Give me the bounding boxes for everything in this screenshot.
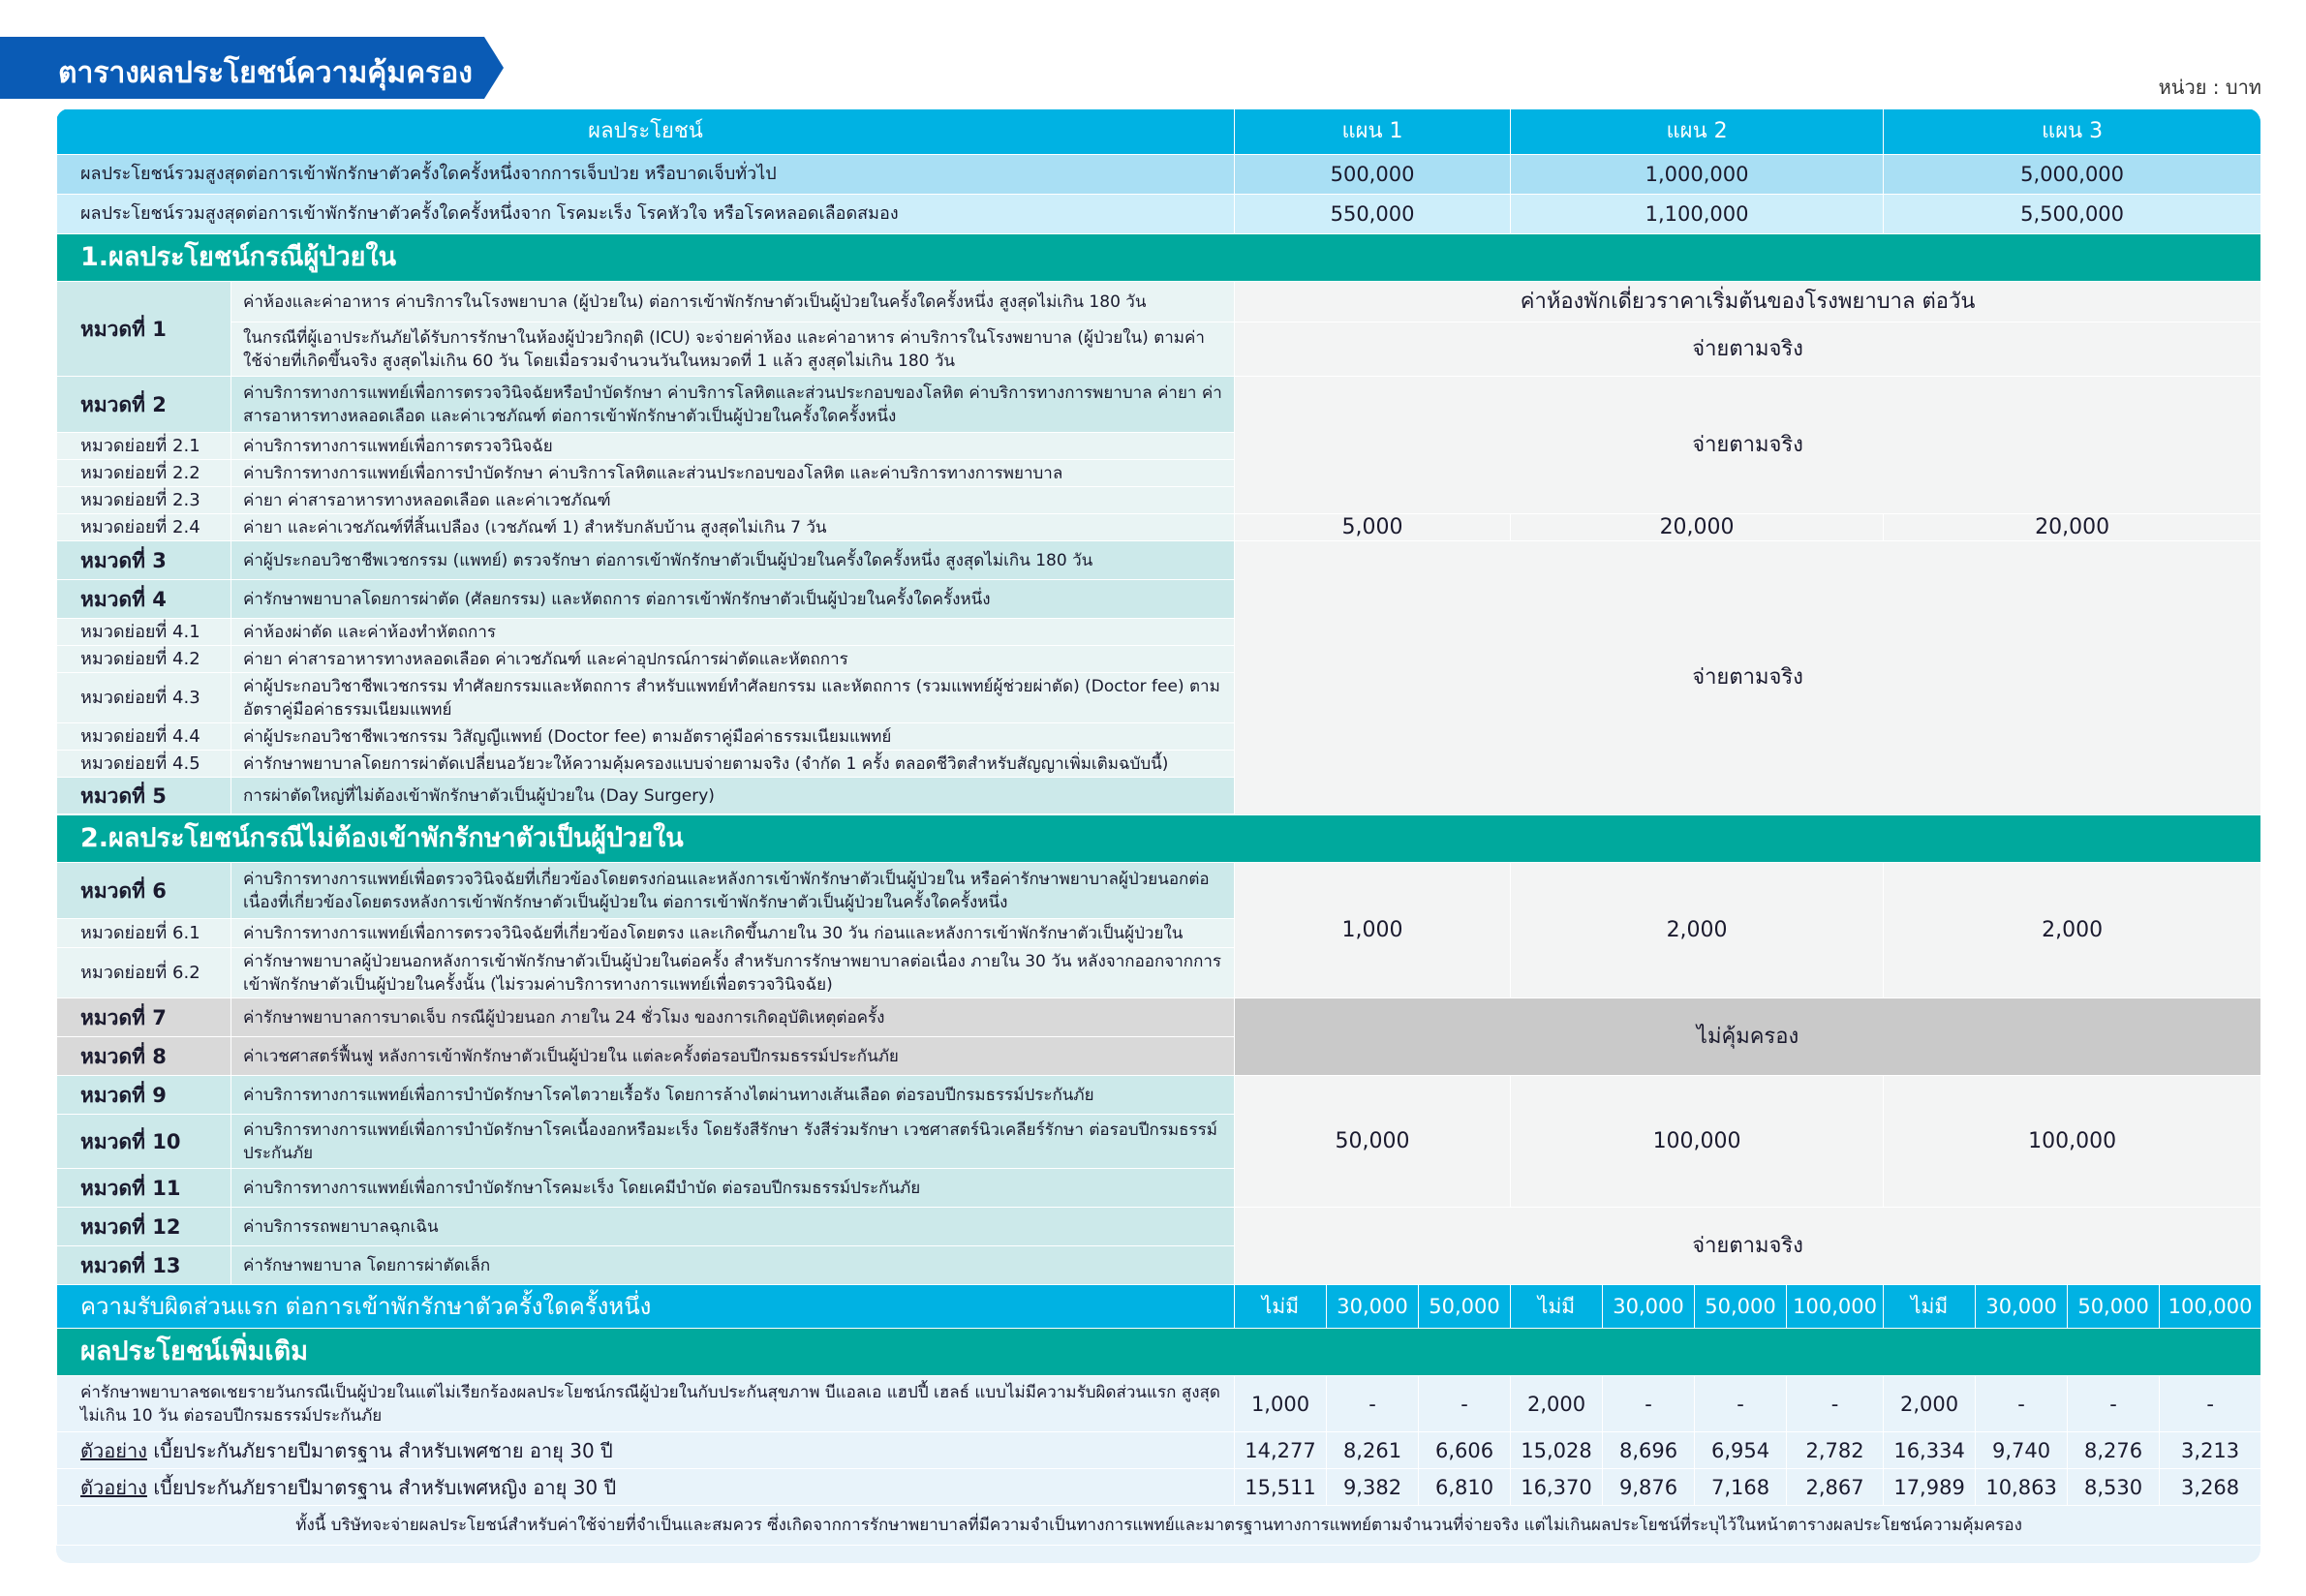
category-9-11-plan2: 100,000	[1511, 1076, 1884, 1208]
female-premium-value: 17,989	[1884, 1469, 1976, 1506]
table-row	[57, 541, 2261, 580]
deductible-value: 30,000	[1976, 1285, 2068, 1329]
header-plan-2: แผน 2	[1511, 109, 1884, 155]
category-2-desc: ค่าบริการทางการแพทย์เพื่อการตรวจวินิจฉัยหรือบำบัดรักษา ค่าบริการโลหิตและส่วนประกอบของโลหิต ค่าบริการทางการพยาบาล ค่ายา ค่าสารอาหารทางหลอดเลือด และค่าเวชภัณฑ์ ต่อการเข้าพักรักษาตัวเป็นผู้ป่วยในครั้งใดครั้งหนึ่ง	[231, 377, 1235, 433]
category-13-label: หมวดที่ 13	[57, 1246, 231, 1285]
female-premium-text: เบี้ยประกันภัยรายปีมาตรฐาน สำหรับเพศหญิง อายุ 30 ปี	[153, 1475, 617, 1499]
subcategory-2-4-label: หมวดย่อยที่ 2.4	[57, 514, 231, 541]
section-header-row	[57, 234, 2261, 282]
subcategory-2-4-plan3: 20,000	[1884, 514, 2260, 541]
male-premium-value: 14,277	[1235, 1432, 1327, 1469]
subcategory-4-2-label: หมวดย่อยที่ 4.2	[57, 646, 231, 673]
category-6-label: หมวดที่ 6	[57, 863, 231, 919]
header-plan-3: แผน 3	[1884, 109, 2260, 155]
example-prefix: ตัวอย่าง	[80, 1438, 147, 1462]
subcategory-2-4-plan2: 20,000	[1511, 514, 1884, 541]
category-4-desc: ค่ารักษาพยาบาลโดยการผ่าตัด (ศัลยกรรม) และหัตถการ ต่อการเข้าพักรักษาตัวเป็นผู้ป่วยในครั้งใดครั้งหนึ่ง	[231, 580, 1235, 619]
female-premium-value: 6,810	[1419, 1469, 1511, 1506]
subcategory-4-3-desc: ค่าผู้ประกอบวิชาชีพเวชกรรม ทำศัลยกรรมและหัตถการ สำหรับแพทย์ทำศัลยกรรม และหัตถการ (รวมแพทย์ผู้ช่วยผ่าตัด) (Doctor fee) ตามอัตราคู่มือค่าธรรมเนียมแพทย์	[231, 673, 1235, 723]
table-row	[57, 322, 2261, 377]
category-7-desc: ค่ารักษาพยาบาลการบาดเจ็บ กรณีผู้ป่วยนอก ภายใน 24 ชั่วโมง ของการเกิดอุบัติเหตุต่อครั้ง	[231, 998, 1235, 1037]
deductible-label: ความรับผิดส่วนแรก ต่อการเข้าพักรักษาตัวครั้งใดครั้งหนึ่ง	[57, 1285, 1235, 1329]
category-11-desc: ค่าบริการทางการแพทย์เพื่อการบำบัดรักษาโรคมะเร็ง โดยเคมีบำบัด ต่อรอบปีกรมธรรม์ประกันภัย	[231, 1169, 1235, 1208]
deductible-value: ไม่มี	[1884, 1285, 1976, 1329]
category-5-label: หมวดที่ 5	[57, 778, 231, 814]
max-benefit-general-label: ผลประโยชน์รวมสูงสุดต่อการเข้าพักรักษาตัวครั้งใดครั้งหนึ่งจากการเจ็บป่วย หรือบาดเจ็บทั่วไป	[57, 155, 1235, 195]
female-premium-value: 9,382	[1327, 1469, 1419, 1506]
subcategory-6-2-desc: ค่ารักษาพยาบาลผู้ป่วยนอกหลังการเข้าพักรักษาตัวเป็นผู้ป่วยในต่อครั้ง สำหรับการรักษาพยาบาลต่อเนื่อง ภายใน 30 วัน หลังจากออกจากการเข้าพักรักษาตัวเป็นผู้ป่วยในครั้งนั้น (ไม่รวมค่าบริการทางการแพทย์เพื่อตรวจวินิจฉัย)	[231, 948, 1235, 998]
subcategory-2-4-plan1: 5,000	[1235, 514, 1511, 541]
table-row	[57, 195, 2261, 234]
subcategory-2-4-desc: ค่ายา และค่าเวชภัณฑ์ที่สิ้นเปลือง (เวชภัณฑ์ 1) สำหรับกลับบ้าน สูงสุดไม่เกิน 7 วัน	[231, 514, 1235, 541]
table-row	[57, 863, 2261, 919]
male-premium-value: 8,276	[2068, 1432, 2160, 1469]
category-1-desc-1: ค่าห้องและค่าอาหาร ค่าบริการในโรงพยาบาล (ผู้ป่วยใน) ต่อการเข้าพักรักษาตัวเป็นผู้ป่วยในครั้งใดครั้งหนึ่ง สูงสุดไม่เกิน 180 วัน	[231, 282, 1235, 322]
footnote: ทั้งนี้ บริษัทจะจ่ายผลประโยชน์สำหรับค่าใช้จ่ายที่จำเป็นและสมควร ซึ่งเกิดจากการรักษาพยาบาลที่มีความจำเป็นทางการแพทย์และมาตรฐานทางการแพทย์ตามจำนวนที่จ่ายจริง แต่ไม่เกินผลประโยชน์ที่ระบุไว้ในหน้าตารางผลประโยชน์ความคุ้มครอง	[57, 1506, 2261, 1546]
category-7-label: หมวดที่ 7	[57, 998, 231, 1037]
category-1-label: หมวดที่ 1	[57, 282, 231, 377]
category-10-label: หมวดที่ 10	[57, 1115, 231, 1169]
category-9-11-plan1: 50,000	[1235, 1076, 1511, 1208]
subcategory-4-5-desc: ค่ารักษาพยาบาลโดยการผ่าตัดเปลี่ยนอวัยวะให้ความคุ้มครองแบบจ่ายตามจริง (จำกัด 1 ครั้ง ตลอดชีวิตสำหรับสัญญาเพิ่มเติมฉบับนี้)	[231, 751, 1235, 778]
deductible-value: 30,000	[1327, 1285, 1419, 1329]
daily-compensation-value: -	[1976, 1376, 2068, 1432]
table-row	[57, 514, 2261, 541]
category-12-13-value: จ่ายตามจริง	[1235, 1208, 2261, 1285]
subcategory-2-3-label: หมวดย่อยที่ 2.3	[57, 487, 231, 514]
category-3-label: หมวดที่ 3	[57, 541, 231, 580]
subcategory-2-2-label: หมวดย่อยที่ 2.2	[57, 460, 231, 487]
table-row	[57, 1376, 2261, 1432]
daily-compensation-value: -	[2160, 1376, 2260, 1432]
subcategory-4-4-label: หมวดย่อยที่ 4.4	[57, 723, 231, 751]
male-premium-value: 6,954	[1695, 1432, 1787, 1469]
table-row	[57, 377, 2261, 433]
unit-label: หน่วย : บาท	[2158, 76, 2261, 99]
daily-compensation-value: -	[1419, 1376, 1511, 1432]
category-2-value: จ่ายตามจริง	[1235, 377, 2261, 514]
daily-compensation-value: -	[1787, 1376, 1884, 1432]
section-2-title: 2.ผลประโยชน์กรณีไม่ต้องเข้าพักรักษาตัวเป็นผู้ป่วยใน	[57, 815, 2261, 863]
benefit-table	[56, 108, 2260, 1546]
section-title-tag	[0, 37, 504, 99]
male-premium-value: 8,261	[1327, 1432, 1419, 1469]
female-premium-value: 15,511	[1235, 1469, 1327, 1506]
benefit-table-container	[56, 108, 2260, 1563]
category-9-desc: ค่าบริการทางการแพทย์เพื่อการบำบัดรักษาโรคไตวายเรื้อรัง โดยการล้างไตผ่านทางเส้นเลือด ต่อรอบปีกรมธรรม์ประกันภัย	[231, 1076, 1235, 1115]
table-row	[57, 1076, 2261, 1115]
section-header-row	[57, 1329, 2261, 1376]
daily-compensation-label: ค่ารักษาพยาบาลชดเชยรายวันกรณีเป็นผู้ป่วยในแต่ไม่เรียกร้องผลประโยชน์กรณีผู้ป่วยในกับประกันสุขภาพ บีแอลเอ แฮปปี้ เฮลธ์ แบบไม่มีความรับผิดส่วนแรก สูงสุดไม่เกิน 10 วัน ต่อรอบปีกรมธรรม์ประกันภัย	[57, 1376, 1235, 1432]
deductible-value: 100,000	[2160, 1285, 2260, 1329]
daily-compensation-value: -	[1695, 1376, 1787, 1432]
category-8-label: หมวดที่ 8	[57, 1037, 231, 1076]
male-premium-value: 9,740	[1976, 1432, 2068, 1469]
section-header-row	[57, 815, 2261, 863]
female-premium-value: 8,530	[2068, 1469, 2160, 1506]
subcategory-6-1-label: หมวดย่อยที่ 6.1	[57, 919, 231, 948]
daily-compensation-value: 1,000	[1235, 1376, 1327, 1432]
max-benefit-general-plan3: 5,000,000	[1884, 155, 2260, 195]
table-row	[57, 155, 2261, 195]
table-header-row	[57, 109, 2261, 155]
subcategory-4-3-label: หมวดย่อยที่ 4.3	[57, 673, 231, 723]
female-premium-label	[57, 1469, 1235, 1506]
category-12-desc: ค่าบริการรถพยาบาลฉุกเฉิน	[231, 1208, 1235, 1246]
subcategory-2-1-desc: ค่าบริการทางการแพทย์เพื่อการตรวจวินิจฉัย	[231, 433, 1235, 460]
deductible-value: ไม่มี	[1235, 1285, 1327, 1329]
category-13-desc: ค่ารักษาพยาบาล โดยการผ่าตัดเล็ก	[231, 1246, 1235, 1285]
daily-compensation-value: -	[2068, 1376, 2160, 1432]
example-prefix: ตัวอย่าง	[80, 1475, 147, 1499]
category-7-8-value: ไม่คุ้มครอง	[1235, 998, 2261, 1076]
category-4-label: หมวดที่ 4	[57, 580, 231, 619]
female-premium-value: 16,370	[1511, 1469, 1603, 1506]
subcategory-4-5-label: หมวดย่อยที่ 4.5	[57, 751, 231, 778]
male-premium-value: 15,028	[1511, 1432, 1603, 1469]
max-benefit-general-plan2: 1,000,000	[1511, 155, 1884, 195]
category-6-desc: ค่าบริการทางการแพทย์เพื่อตรวจวินิจฉัยที่เกี่ยวข้องโดยตรงก่อนและหลังการเข้าพักรักษาตัวเป็นผู้ป่วยใน หรือค่ารักษาพยาบาลผู้ป่วยนอกต่อเนื่องที่เกี่ยวข้องโดยตรงหลังการเข้าพักรักษาตัวเป็นผู้ป่วยใน ต่อการเข้าพักรักษาตัวเป็นผู้ป่วยในครั้งใดครั้งหนึ่ง	[231, 863, 1235, 919]
category-3-5-value: จ่ายตามจริง	[1235, 541, 2261, 815]
female-premium-value: 9,876	[1603, 1469, 1695, 1506]
subcategory-2-3-desc: ค่ายา ค่าสารอาหารทางหลอดเลือด และค่าเวชภัณฑ์	[231, 487, 1235, 514]
male-premium-value: 6,606	[1419, 1432, 1511, 1469]
deductible-value: 100,000	[1787, 1285, 1884, 1329]
footnote-row	[57, 1506, 2261, 1546]
female-premium-value: 10,863	[1976, 1469, 2068, 1506]
subcategory-4-1-desc: ค่าห้องผ่าตัด และค่าห้องทำหัตถการ	[231, 619, 1235, 646]
max-benefit-critical-label: ผลประโยชน์รวมสูงสุดต่อการเข้าพักรักษาตัวครั้งใดครั้งหนึ่งจาก โรคมะเร็ง โรคหัวใจ หรือโรคหลอดเลือดสมอง	[57, 195, 1235, 234]
daily-compensation-value: -	[1327, 1376, 1419, 1432]
daily-compensation-value: -	[1603, 1376, 1695, 1432]
max-benefit-general-plan1: 500,000	[1235, 155, 1511, 195]
female-premium-value: 7,168	[1695, 1469, 1787, 1506]
deductible-value: 30,000	[1603, 1285, 1695, 1329]
male-premium-text: เบี้ยประกันภัยรายปีมาตรฐาน สำหรับเพศชาย อายุ 30 ปี	[153, 1438, 613, 1462]
category-6-plan1: 1,000	[1235, 863, 1511, 998]
max-benefit-critical-plan1: 550,000	[1235, 195, 1511, 234]
table-row	[57, 1432, 2261, 1469]
section-1-title: 1.ผลประโยชน์กรณีผู้ป่วยใน	[57, 234, 2261, 282]
female-premium-value: 2,867	[1787, 1469, 1884, 1506]
category-1-desc-2: ในกรณีที่ผู้เอาประกันภัยได้รับการรักษาในห้องผู้ป่วยวิกฤติ (ICU) จะจ่ายค่าห้อง และค่าอาหาร ค่าบริการในโรงพยาบาล (ผู้ป่วยใน) ตามค่าใช้จ่ายที่เกิดขึ้นจริง สูงสุดไม่เกิน 60 วัน โดยเมื่อรวมจำนวนวันในหมวดที่ 1 แล้ว สูงสุดไม่เกิน 180 วัน	[231, 322, 1235, 377]
category-1-value-1: ค่าห้องพักเดี่ยวราคาเริ่มต้นของโรงพยาบาล ต่อวัน	[1235, 282, 2261, 322]
male-premium-value: 2,782	[1787, 1432, 1884, 1469]
male-premium-label	[57, 1432, 1235, 1469]
category-6-plan2: 2,000	[1511, 863, 1884, 998]
max-benefit-critical-plan2: 1,100,000	[1511, 195, 1884, 234]
page-title: ตารางผลประโยชน์ความคุ้มครอง	[58, 56, 473, 90]
deductible-value: 50,000	[2068, 1285, 2160, 1329]
header-benefit: ผลประโยชน์	[57, 109, 1235, 155]
female-premium-value: 3,268	[2160, 1469, 2260, 1506]
male-premium-value: 16,334	[1884, 1432, 1976, 1469]
table-row	[57, 282, 2261, 322]
category-1-value-2: จ่ายตามจริง	[1235, 322, 2261, 377]
category-9-label: หมวดที่ 9	[57, 1076, 231, 1115]
deductible-value: 50,000	[1419, 1285, 1511, 1329]
deductible-value: ไม่มี	[1511, 1285, 1603, 1329]
daily-compensation-value: 2,000	[1884, 1376, 1976, 1432]
category-6-plan3: 2,000	[1884, 863, 2260, 998]
category-9-11-plan3: 100,000	[1884, 1076, 2260, 1208]
subcategory-4-1-label: หมวดย่อยที่ 4.1	[57, 619, 231, 646]
category-3-desc: ค่าผู้ประกอบวิชาชีพเวชกรรม (แพทย์) ตรวจรักษา ต่อการเข้าพักรักษาตัวเป็นผู้ป่วยในครั้งใดครั้งหนึ่ง สูงสุดไม่เกิน 180 วัน	[231, 541, 1235, 580]
category-2-label: หมวดที่ 2	[57, 377, 231, 433]
header-plan-1: แผน 1	[1235, 109, 1511, 155]
category-11-label: หมวดที่ 11	[57, 1169, 231, 1208]
subcategory-4-2-desc: ค่ายา ค่าสารอาหารทางหลอดเลือด ค่าเวชภัณฑ์ และค่าอุปกรณ์การผ่าตัดและหัตถการ	[231, 646, 1235, 673]
category-5-desc: การผ่าตัดใหญ่ที่ไม่ต้องเข้าพักรักษาตัวเป็นผู้ป่วยใน (Day Surgery)	[231, 778, 1235, 814]
deductible-value: 50,000	[1695, 1285, 1787, 1329]
category-12-label: หมวดที่ 12	[57, 1208, 231, 1246]
max-benefit-critical-plan3: 5,500,000	[1884, 195, 2260, 234]
category-8-desc: ค่าเวชศาสตร์ฟื้นฟู หลังการเข้าพักรักษาตัวเป็นผู้ป่วยใน แต่ละครั้งต่อรอบปีกรมธรรม์ประกันภัย	[231, 1037, 1235, 1076]
subcategory-2-2-desc: ค่าบริการทางการแพทย์เพื่อการบำบัดรักษา ค่าบริการโลหิตและส่วนประกอบของโลหิต และค่าบริการทางการพยาบาล	[231, 460, 1235, 487]
male-premium-value: 8,696	[1603, 1432, 1695, 1469]
table-row	[57, 998, 2261, 1037]
table-row	[57, 1469, 2261, 1506]
male-premium-value: 3,213	[2160, 1432, 2260, 1469]
deductible-row	[57, 1285, 2261, 1329]
table-row	[57, 1208, 2261, 1246]
subcategory-6-1-desc: ค่าบริการทางการแพทย์เพื่อการตรวจวินิจฉัยที่เกี่ยวข้องโดยตรง และเกิดขึ้นภายใน 30 วัน ก่อนและหลังการเข้าพักรักษาตัวเป็นผู้ป่วยใน	[231, 919, 1235, 948]
daily-compensation-value: 2,000	[1511, 1376, 1603, 1432]
category-10-desc: ค่าบริการทางการแพทย์เพื่อการบำบัดรักษาโรคเนื้องอกหรือมะเร็ง โดยรังสีรักษา รังสีร่วมรักษา เวชศาสตร์นิวเคลียร์รักษา ต่อรอบปีกรมธรรม์ประกันภัย	[231, 1115, 1235, 1169]
subcategory-6-2-label: หมวดย่อยที่ 6.2	[57, 948, 231, 998]
subcategory-2-1-label: หมวดย่อยที่ 2.1	[57, 433, 231, 460]
extra-benefit-title: ผลประโยชน์เพิ่มเติม	[57, 1329, 2261, 1376]
subcategory-4-4-desc: ค่าผู้ประกอบวิชาชีพเวชกรรม วิสัญญีแพทย์ (Doctor fee) ตามอัตราคู่มือค่าธรรมเนียมแพทย์	[231, 723, 1235, 751]
